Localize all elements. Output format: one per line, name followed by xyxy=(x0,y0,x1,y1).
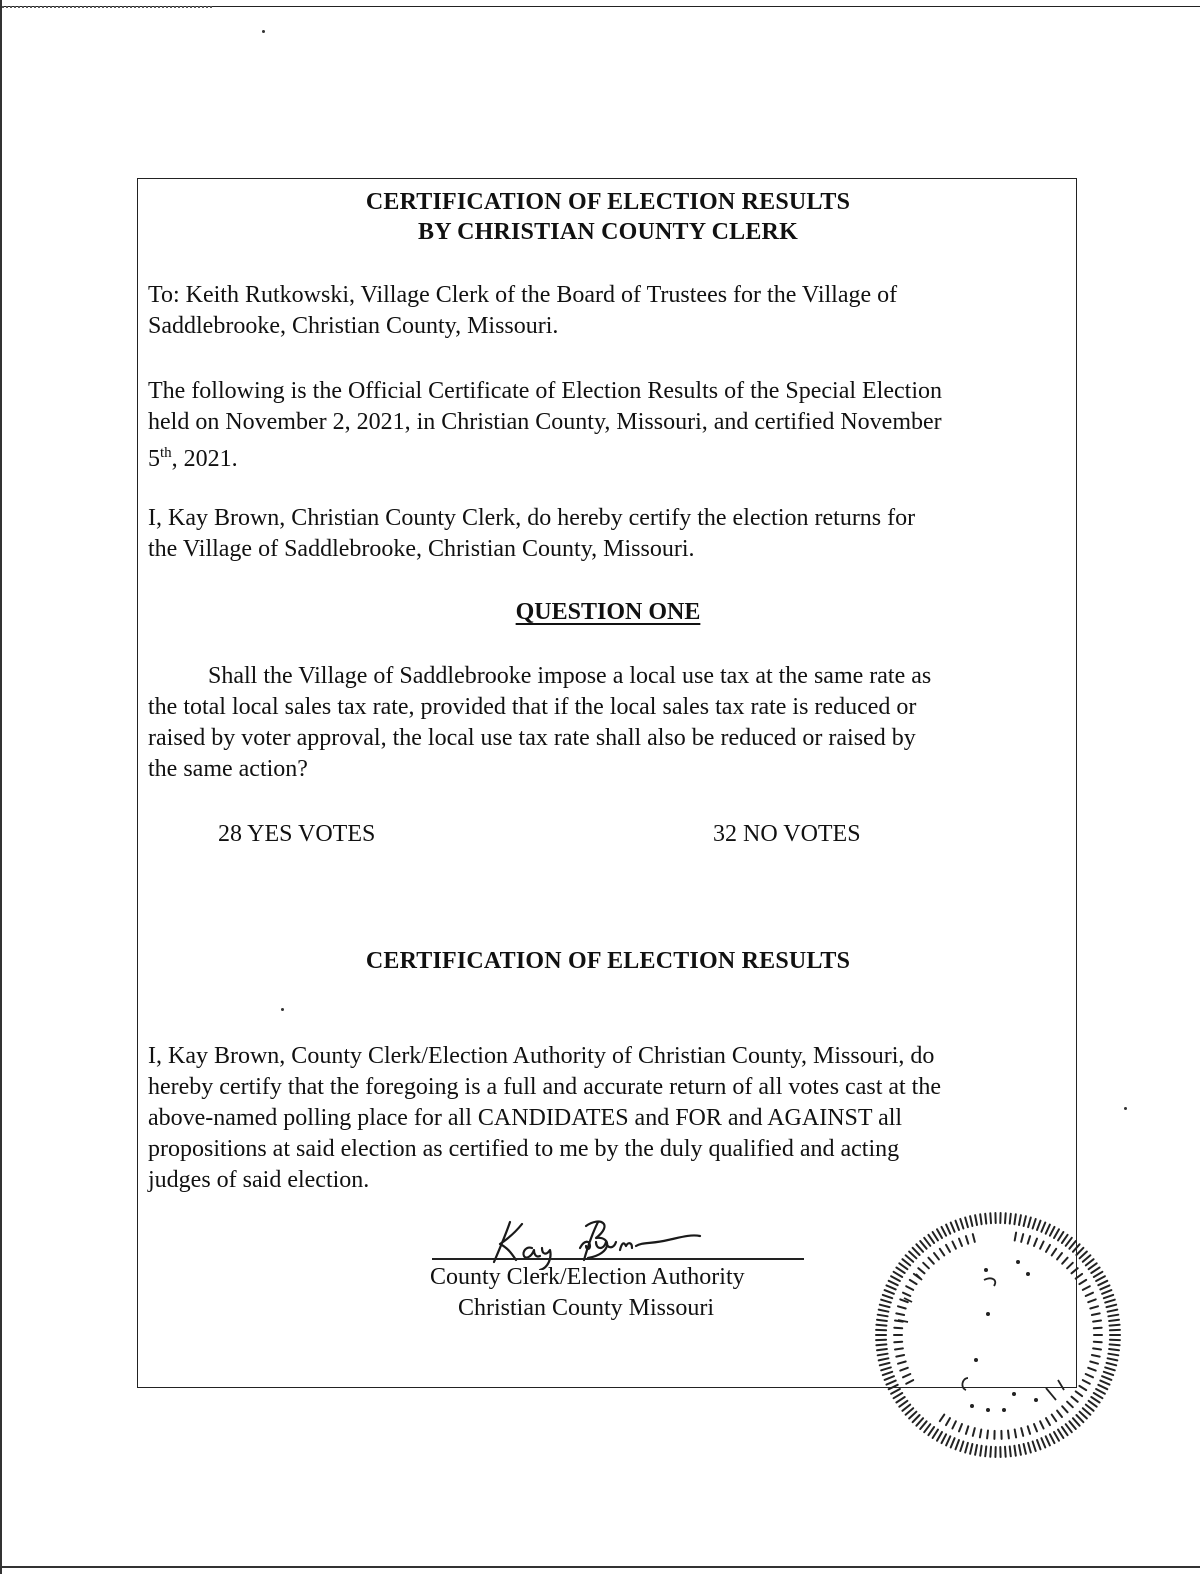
seal-tick xyxy=(898,1362,906,1364)
seal-tick xyxy=(879,1310,889,1312)
seal-tick xyxy=(946,1225,950,1234)
seal-tick xyxy=(1069,1421,1075,1429)
seal-tick xyxy=(951,1223,955,1232)
seal-tick xyxy=(910,1280,917,1284)
seal-tick xyxy=(975,1215,977,1225)
seal-tick xyxy=(891,1276,900,1281)
seal-tick xyxy=(940,1415,945,1422)
seal-tick xyxy=(1094,1328,1102,1329)
addressee-paragraph xyxy=(148,280,1068,342)
seal-tick xyxy=(1028,1236,1030,1244)
seal-tick xyxy=(1034,1239,1037,1246)
seal-tick xyxy=(1052,1249,1057,1256)
seal-tick xyxy=(1091,1268,1099,1274)
seal-tick xyxy=(942,1434,947,1443)
seal-tick xyxy=(1076,1391,1082,1396)
seal-tick xyxy=(1066,1238,1072,1246)
seal-tick xyxy=(1062,1235,1068,1243)
seal-tick xyxy=(898,1306,906,1308)
certify-returns-line: I, Kay Brown, Christian County Clerk, do hereby certify the election returns for xyxy=(148,505,916,531)
seal-tick xyxy=(894,1328,902,1329)
seal-tick xyxy=(1076,1274,1082,1279)
certification-line: hereby certify that the foregoing is a full and accurate return of all votes cast at the xyxy=(148,1074,941,1100)
seal-tick xyxy=(1110,1325,1120,1326)
seal-tick xyxy=(1083,1408,1091,1415)
seal-tick xyxy=(1108,1358,1118,1360)
seal-tick xyxy=(1050,1227,1055,1236)
seal-tick xyxy=(1046,1436,1050,1445)
seal-tick xyxy=(906,1255,914,1262)
seal-tick xyxy=(1067,1263,1073,1269)
seal-tick xyxy=(881,1367,891,1370)
seal-tick xyxy=(1072,1268,1078,1273)
seal-tick xyxy=(894,1342,902,1343)
seal-tick xyxy=(928,1235,934,1243)
seal-tick xyxy=(1107,1305,1117,1307)
seal-tick xyxy=(970,1216,972,1226)
seal-tick xyxy=(1058,1430,1063,1438)
seal-tick xyxy=(1110,1344,1120,1345)
seal-tick xyxy=(1104,1295,1113,1298)
seal-tick xyxy=(1107,1363,1117,1365)
seal-tick xyxy=(1033,1219,1036,1229)
seal-tick xyxy=(1069,1241,1075,1249)
seal-tick xyxy=(933,1430,938,1438)
seal-tick xyxy=(965,1443,968,1453)
seal-tick xyxy=(990,1213,991,1223)
intro-paragraph xyxy=(148,376,1068,475)
seal-tick xyxy=(1108,1310,1118,1312)
seal-tick xyxy=(883,1295,892,1298)
seal-tick xyxy=(1010,1446,1011,1456)
seal-tick xyxy=(1092,1355,1100,1357)
seal-tick xyxy=(900,1368,908,1371)
seal-tick xyxy=(1102,1290,1111,1294)
seal-tick xyxy=(889,1281,898,1285)
seal-tick xyxy=(1062,1406,1067,1412)
seal-tick xyxy=(1083,1286,1090,1290)
question-heading-text: QUESTION ONE xyxy=(515,599,701,625)
seal-tick xyxy=(987,1431,988,1439)
seal-tick xyxy=(1083,1255,1091,1262)
scan-edge-left xyxy=(0,0,2,1574)
seal-tick xyxy=(880,1363,890,1365)
seal-tick xyxy=(933,1232,938,1240)
seal-tick xyxy=(985,1214,986,1224)
seal-tick xyxy=(1072,1397,1078,1402)
question-line: the same action? xyxy=(148,756,308,782)
seal-tick xyxy=(889,1385,898,1389)
seal-tick xyxy=(975,1445,977,1455)
seal-tick xyxy=(1086,1405,1094,1411)
question-heading xyxy=(138,597,1078,627)
document-title-line2: BY CHRISTIAN COUNTY CLERK xyxy=(418,219,798,245)
certification-heading: CERTIFICATION OF ELECTION RESULTS xyxy=(365,948,851,974)
seal-tick xyxy=(951,1438,955,1447)
seal-tick xyxy=(1086,1374,1093,1377)
seal-tick xyxy=(896,1397,904,1403)
seal-tick xyxy=(1100,1381,1109,1385)
seal-tick xyxy=(891,1389,900,1394)
seal-tick xyxy=(1109,1349,1119,1350)
seal-tick xyxy=(924,1238,930,1246)
seal-tick xyxy=(880,1305,890,1307)
seal-tick xyxy=(937,1432,942,1441)
seal-tick xyxy=(1105,1367,1115,1370)
seal-tick xyxy=(1041,1223,1045,1232)
seal-tick xyxy=(1028,1218,1031,1228)
certification-line: I, Kay Brown, County Clerk/Election Authority of Christian County, Missouri, do xyxy=(148,1043,935,1069)
certification-paragraph xyxy=(148,1041,1068,1196)
seal-tick xyxy=(1014,1446,1015,1456)
seal-tick xyxy=(877,1320,887,1321)
certification-line: above-named polling place for all CANDIDATES and FOR and AGAINST all xyxy=(148,1105,903,1131)
seal-tick xyxy=(1033,1442,1036,1452)
intro-line: held on November 2, 2021, in Christian County, Missouri, and certified November xyxy=(148,409,942,435)
certification-line: judges of said election. xyxy=(148,1167,370,1193)
seal-tick xyxy=(896,1355,904,1357)
intro-date-day: 5 xyxy=(148,446,160,472)
seal-tick xyxy=(1088,1368,1096,1371)
seal-tick xyxy=(1073,1418,1080,1426)
seal-tick xyxy=(916,1418,923,1426)
seal-tick xyxy=(1067,1402,1073,1408)
seal-tick xyxy=(966,1236,968,1244)
seal-tick xyxy=(959,1239,962,1246)
seal-tick xyxy=(980,1446,981,1456)
seal-tick xyxy=(913,1415,920,1422)
county-clerk-seal-icon xyxy=(868,1210,1128,1460)
seal-tick xyxy=(896,1268,904,1274)
seal-tick xyxy=(878,1315,888,1317)
seal-tick xyxy=(1028,1443,1031,1453)
seal-tick xyxy=(1073,1244,1080,1252)
seal-tick xyxy=(916,1244,923,1252)
seal-tick xyxy=(881,1300,891,1303)
seal-tick xyxy=(973,1234,975,1242)
seal-tick xyxy=(1094,1342,1102,1343)
seal-tick xyxy=(946,1418,950,1425)
question-line: the total local sales tax rate, provided that if the local sales tax rate is reduced or xyxy=(148,694,917,720)
seal-tick xyxy=(1062,1427,1068,1435)
seal-tick xyxy=(1046,1418,1050,1425)
seal-tick xyxy=(878,1354,888,1356)
seal-tick xyxy=(1066,1424,1072,1432)
seal-tick xyxy=(895,1348,903,1349)
signature-line xyxy=(432,1258,804,1260)
seal-tick xyxy=(1098,1281,1107,1285)
seal-tick xyxy=(1090,1362,1098,1364)
scan-edge-bottom xyxy=(0,1566,1200,1568)
seal-tick xyxy=(1010,1214,1011,1224)
seal-tick xyxy=(1034,1424,1037,1431)
seal-tick xyxy=(1109,1320,1119,1321)
seal-tick xyxy=(1086,1293,1093,1296)
seal-tick xyxy=(906,1286,913,1290)
seal-tick xyxy=(1093,1348,1101,1349)
seal-tick xyxy=(879,1358,889,1360)
question-line: raised by voter approval, the local use tax rate shall also be reduced or raised by xyxy=(148,725,916,751)
seal-tick xyxy=(887,1381,896,1385)
seal-tick xyxy=(1094,1393,1103,1398)
seal-tick xyxy=(1080,1412,1087,1419)
seal-tick xyxy=(918,1268,924,1273)
seal-tick xyxy=(928,1258,933,1264)
seal-tick xyxy=(902,1405,910,1411)
seal-tick xyxy=(990,1447,991,1457)
seal-tick xyxy=(1104,1372,1113,1375)
seal-tick xyxy=(980,1214,981,1224)
seal-tick xyxy=(937,1229,942,1238)
seal-tick xyxy=(887,1285,896,1289)
scan-speck xyxy=(262,30,265,33)
seal-tick xyxy=(942,1227,947,1236)
seal-tick xyxy=(960,1219,963,1229)
seal-tick xyxy=(1057,1411,1062,1417)
seal-tick xyxy=(928,1427,934,1435)
seal-tick xyxy=(1079,1280,1086,1284)
certify-returns-paragraph xyxy=(148,503,1068,565)
seal-tick xyxy=(1108,1354,1118,1356)
seal-tick xyxy=(885,1290,894,1294)
seal-tick xyxy=(1015,1430,1016,1438)
seal-tick xyxy=(1015,1233,1016,1241)
addressee-line: Saddlebrooke, Christian County, Missouri. xyxy=(148,313,559,339)
seal-tick xyxy=(1052,1415,1057,1422)
seal-tick xyxy=(885,1376,894,1380)
seal-tick xyxy=(920,1241,926,1249)
scan-mark-top xyxy=(2,0,212,8)
intro-line xyxy=(148,438,1068,475)
seal-tick xyxy=(1021,1428,1023,1436)
seal-tick xyxy=(1037,1221,1041,1230)
seal-tick xyxy=(1062,1258,1067,1264)
seal-tick xyxy=(894,1393,903,1398)
seal-tick xyxy=(1105,1300,1115,1303)
seal-tick xyxy=(906,1408,914,1415)
seal-tick xyxy=(877,1349,887,1350)
yes-votes: 28 YES VOTES xyxy=(218,821,376,847)
seal-tick xyxy=(899,1401,907,1407)
seal-tick xyxy=(883,1372,892,1375)
seal-tick xyxy=(1083,1380,1090,1384)
seal-tick xyxy=(876,1344,886,1345)
seal-tick xyxy=(1058,1232,1063,1240)
addressee-line: To: Keith Rutkowski, Village Clerk of the Board of Trustees for the Village of xyxy=(148,282,898,308)
seal-tick xyxy=(1041,1438,1045,1447)
no-votes: 32 NO VOTES xyxy=(713,821,861,847)
seal-tick xyxy=(1008,1431,1009,1439)
seal-tick xyxy=(1024,1444,1026,1454)
seal-tick xyxy=(1046,1245,1050,1252)
seal-tick xyxy=(1098,1385,1107,1389)
seal-tick xyxy=(1019,1215,1021,1225)
seal-tick xyxy=(1088,1299,1096,1302)
seal-tick xyxy=(1108,1315,1118,1317)
seal-tick xyxy=(903,1374,910,1377)
signer-title: County Clerk/Election Authority xyxy=(430,1264,745,1290)
seal-tick xyxy=(1021,1234,1023,1242)
certify-returns-line: the Village of Saddlebrooke, Christian County, Missouri. xyxy=(148,536,695,562)
seal-tick xyxy=(903,1293,910,1296)
seal-tick xyxy=(1090,1306,1098,1308)
seal-tick xyxy=(1091,1397,1099,1403)
certification-line: propositions at said election as certified to me by the duly qualified and acting xyxy=(148,1136,900,1162)
seal-tick xyxy=(1096,1389,1105,1394)
seal-tick xyxy=(876,1325,886,1326)
seal-tick xyxy=(985,1446,986,1456)
seal-tick xyxy=(956,1221,960,1230)
seal-tick xyxy=(952,1242,956,1249)
seal-tick xyxy=(959,1424,962,1431)
seal-tick xyxy=(1005,1447,1006,1457)
seal-tick xyxy=(1086,1259,1094,1265)
seal-tick xyxy=(1080,1252,1087,1259)
seal-tick xyxy=(1037,1440,1041,1449)
intro-line: The following is the Official Certificate of Election Results of the Special Election xyxy=(148,378,942,404)
seal-tick xyxy=(902,1259,910,1265)
seal-tick xyxy=(1100,1285,1109,1289)
seal-tick xyxy=(1089,1401,1097,1407)
seal-tick xyxy=(940,1249,945,1256)
seal-tick xyxy=(1076,1415,1083,1422)
seal-tick xyxy=(946,1436,950,1445)
seal-tick xyxy=(1046,1225,1050,1234)
seal-tick xyxy=(899,1263,907,1269)
seal-tick xyxy=(896,1313,904,1315)
seal-tick xyxy=(1024,1216,1026,1226)
seal-tick xyxy=(1102,1376,1111,1380)
seal-tick xyxy=(923,1263,929,1269)
seal-tick xyxy=(1014,1214,1015,1224)
seal-tick xyxy=(1028,1426,1030,1434)
seal-tick xyxy=(973,1428,975,1436)
seal-tick xyxy=(946,1245,950,1252)
seal-tick xyxy=(913,1248,920,1255)
seal-tick xyxy=(1005,1213,1006,1223)
seal-tick xyxy=(924,1424,930,1432)
seal-tick xyxy=(920,1421,926,1429)
seal-tick xyxy=(1089,1263,1097,1269)
seal-tick xyxy=(960,1442,963,1452)
document-title-line1: CERTIFICATION OF ELECTION RESULTS xyxy=(365,189,851,215)
question-paragraph xyxy=(148,661,1068,785)
seal-tick xyxy=(909,1412,916,1419)
seal-tick xyxy=(1079,1386,1086,1390)
seal-tick xyxy=(1094,1272,1103,1277)
certificate-frame xyxy=(137,178,1077,1388)
question-line: Shall the Village of Saddlebrooke impose a local use tax at the same rate as xyxy=(208,663,932,689)
seal-tick xyxy=(980,1430,981,1438)
scan-speck xyxy=(1124,1107,1127,1110)
signer-jurisdiction: Christian County Missouri xyxy=(458,1295,715,1321)
seal-tick xyxy=(906,1380,913,1384)
seal-tick xyxy=(934,1253,939,1259)
seal-tick xyxy=(1096,1276,1105,1281)
seal-tick xyxy=(1076,1248,1083,1255)
seal-tick xyxy=(1057,1253,1062,1259)
handwritten-signature-surname xyxy=(560,1214,720,1264)
seal-tick xyxy=(1040,1421,1044,1428)
intro-date-suffix: th xyxy=(160,445,172,461)
seal-tick xyxy=(1050,1434,1055,1443)
seal-tick xyxy=(952,1421,956,1428)
seal-tick xyxy=(909,1252,916,1259)
seal-tick xyxy=(1054,1229,1059,1238)
intro-date-year: , 2021. xyxy=(171,446,238,472)
seal-tick xyxy=(1040,1242,1044,1249)
seal-tick xyxy=(970,1444,972,1454)
seal-tick xyxy=(956,1440,960,1449)
seal-tick xyxy=(1092,1313,1100,1315)
seal-tick xyxy=(1093,1321,1101,1322)
seal-tick xyxy=(965,1218,968,1228)
seal-tick xyxy=(966,1426,968,1434)
seal-tick xyxy=(1054,1432,1059,1441)
seal-tick xyxy=(894,1272,903,1277)
seal-tick xyxy=(1019,1445,1021,1455)
